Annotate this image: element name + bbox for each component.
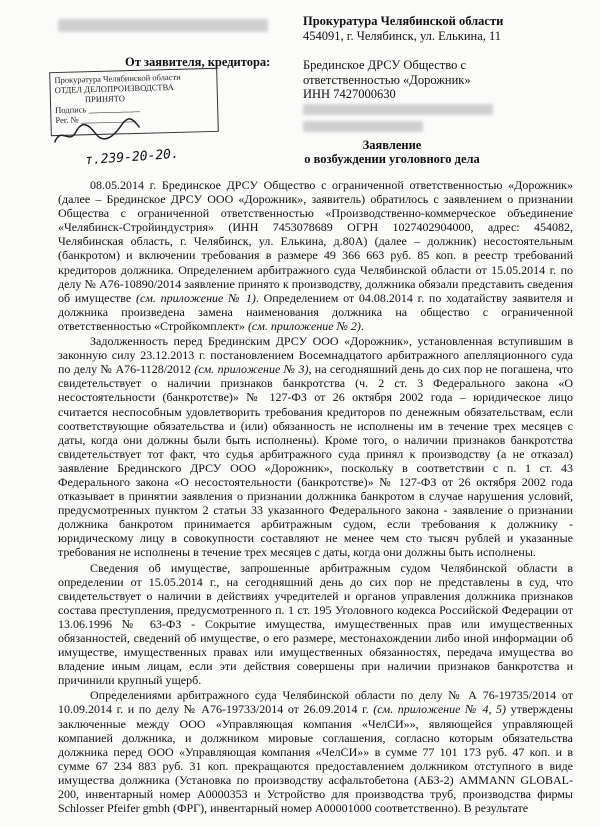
appendix-reference: (см. приложение № 4, 5) bbox=[373, 702, 507, 717]
paragraph-text: , на сегодняшний день до сих пор не погашена, что свидетельствует о наличии признаков банкротства (ч. 2 ст. 3 Федерального закона «О несостоятельности (банкротстве)» № 127-ФЗ от 26 октября 2002 года – юридическое лицо считается неспособным удовлетворить требования кредиторов по денежным обязательствам, если соответствующие обязательства и (или) обязанность не исполнены им в течение трех месяцев с даты, когда они должны были быть исполнены). Кроме того, о наличии признаков банкротства свидетельствует тот факт, что судья арбитражного суда принял к производству (а не отказал) заявление Брединского ДРСУ ООО «Дорожник», поскольку в соответствии с п. 1 ст. 43 Федерального закона «О несостоятельности (банкротстве)» № 127-ФЗ от 26 октября 2002 года отказывает в принятии заявления о признании должника банкротом в случае нарушения условий, предусмотренных пунктом 2 статьи 33 указанного Федерального закона - заявление о признании должника банкротом принимается арбитражным судом, если требования к должнику - юридическому лицу в совокупности составляют не менее чем сто тысяч рублей и указанные требования не исполнены в течение трех месяцев с даты, когда они должны быть исполнены. bbox=[58, 362, 573, 560]
title-line-1: Заявление bbox=[362, 138, 422, 152]
recipient-name: Прокуратура Челябинской области bbox=[303, 14, 504, 28]
paragraph-text: . Определением от 04.08.2014 г. по ходатайству заявителя и должника произведена замена наименования должника на общество с ограниченной ответственностью «Стройкомплект» bbox=[58, 290, 573, 333]
stamp-line: ПРИНЯТО bbox=[84, 93, 126, 105]
body-paragraph bbox=[58, 178, 573, 333]
recipient-block bbox=[303, 14, 503, 43]
sender-block bbox=[303, 58, 493, 136]
sender-line-1: Брединское ДРСУ Общество с bbox=[303, 58, 467, 72]
sender-line-2: ответственностью «Дорожник» bbox=[303, 72, 471, 87]
blurred-header-fragment bbox=[58, 14, 268, 32]
paragraph-text: Сведения об имуществе, запрошенные арбитражным судом Челябинской области в определении от 15.05.2014 г., на сегодняшний день до сих пор не представлены в суд, что свидетельствует о наличии в действиях учредителей и органов управления должника признаков состава преступления, предусмотренного п. 1 ст. 195 Уголовного кодекса Российской Федерации от 13.06.1996 № 63-ФЗ - Сокрытие имущества, имущественных прав или имущественных обязанностей, сведений об имуществе, о его размере, местонахождении либо иной информации об имуществе, имущественных правах или имущественных обязанностях, передача имущества во владение иным лицам, если эти действия совершены при наличии признаков банкротства и причинили крупный ущерб. bbox=[58, 560, 573, 688]
stamp-line: Подпись ____________ bbox=[55, 102, 140, 116]
sender-address-redacted bbox=[303, 104, 493, 136]
paragraph-text: Задолженность перед Брединским ДРСУ ООО «Дорожник», установленная вступившим в законную силу 23.12.2013 г. постановлением Восемнадцатого арбитражного апелляционного суда по делу № А76-1128/2012 bbox=[58, 334, 573, 377]
paragraph-text: утверждены заключенные между ООО «Управляющая компания «ЧелСИ»», являющейся управляющей компанией должника, и должником мировые соглашения, согласно которым обязательства должника перед ООО «Управляющая компания «ЧелСИ»» в сумме 77 101 173 руб. 47 коп. и в сумме 67 234 883 руб. 31 коп. прекращаются предоставлением должником отступного в виде имущества должника (Установка по производству асфальтобетона (АБЗ-2) AMMANN GLOBAL-200, инвентарный номер А0000353 и Устройство для производства труб, производства фирмы Schlosser Pfeifer gmbh (ФРГ), инвентарный номер А00001000 соответственно). В результате bbox=[58, 702, 574, 816]
title-line-2: о возбуждении уголовного дела bbox=[304, 152, 480, 166]
recipient-address: 454091, г. Челябинск, ул. Елькина, 11 bbox=[303, 28, 502, 43]
body-paragraph bbox=[58, 334, 573, 560]
stamp-line: Рег. № _____________ bbox=[55, 112, 137, 126]
body-paragraph bbox=[58, 688, 573, 815]
appendix-reference: (см. приложение № 1) bbox=[135, 290, 256, 305]
redacted-text bbox=[58, 19, 268, 32]
paragraph-text: . bbox=[360, 318, 364, 333]
registration-number: т.239-20-20. bbox=[84, 146, 180, 169]
paragraph-text: Определениями арбитражного суда Челябинской области по делу № А 76-19735/2014 от 10.09.2014 г. и по делу № А76-19733/2014 от 26.09.2014 г. bbox=[58, 688, 573, 717]
appendix-reference: (см. приложение № 2) bbox=[247, 318, 361, 333]
document-title bbox=[262, 138, 522, 166]
stamp-line: Прокуратура Челябинской области bbox=[54, 71, 181, 86]
appendix-reference: (см. приложение № 3) bbox=[194, 362, 309, 377]
document-body bbox=[58, 178, 573, 816]
paragraph-text: 08.05.2014 г. Брединское ДРСУ Общество с ограниченной ответственностью «Дорожник» (далее – Брединское ДРСУ ООО «Дорожник», заявитель) обратилось с заявлением о признании Общества с ограниченной ответственностью «Производственно-коммерческое объединение «Челябинск-Стройиндустрия» (ИНН 7453078689 ОГРН 1027402904000, адрес: 454082, Челябинская область, г. Челябинск, ул. Елькина, д.80А) (далее – должник) несостоятельным (банкротом) и включении требования в размере 49 366 663 руб. 85 коп. в реестр требований кредиторов должника. Определением арбитражного суда Челябинской области от 15.05.2014 г. по делу № А76-10890/2014 заявление принято к производству, должника обязали представить сведения об имуществе bbox=[58, 178, 573, 305]
body-paragraph bbox=[58, 561, 573, 688]
applicant-header: От заявителя, кредитора: bbox=[125, 55, 271, 69]
stamp-line: ОТДЕЛ ДЕЛОПРОИЗВОДСТВА bbox=[54, 81, 174, 96]
sender-inn: ИНН 7427000630 bbox=[303, 87, 396, 101]
